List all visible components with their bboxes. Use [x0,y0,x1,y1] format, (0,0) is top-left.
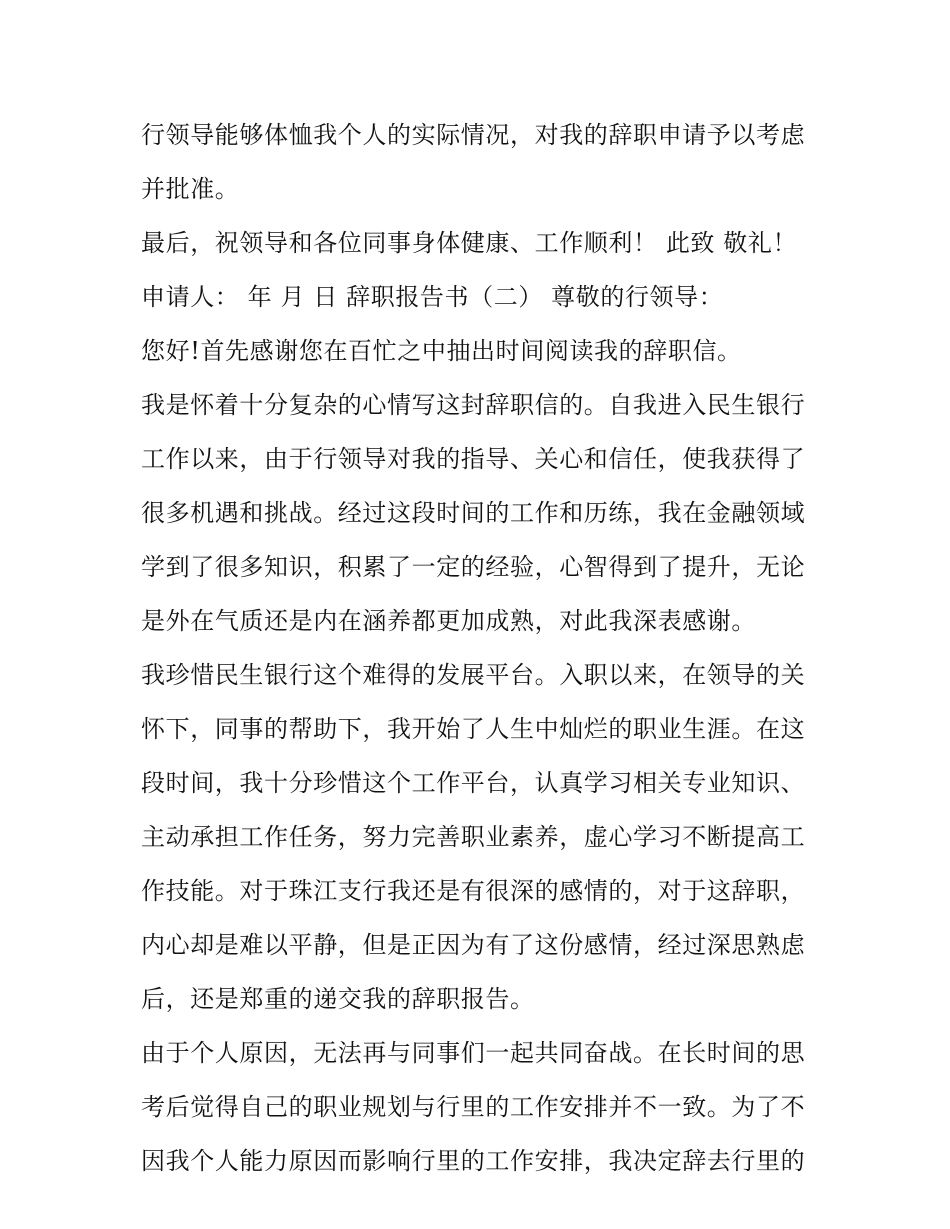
text-line: 考后觉得自己的职业规划与行里的工作安排并不一致。为了不 [141,1093,806,1121]
text-line: 最后，祝领导和各位同事身体健康、工作顺利！ 此致 敬礼！ [141,229,798,257]
text-line: 申请人： 年 月 日 辞职报告书（二） 尊敬的行领导： [141,283,724,311]
text-line: 由于个人原因，无法再与同事们一起共同奋战。在长时间的思 [141,1039,806,1067]
text-line: 您好!首先感谢您在百忙之中抽出时间阅读我的辞职信。 [141,337,742,365]
text-line: 后，还是郑重的递交我的辞职报告。 [141,985,535,1013]
text-line: 工作以来，由于行领导对我的指导、关心和信任，使我获得了 [141,445,806,473]
text-line: 内心却是难以平静，但是正因为有了这份感情，经过深思熟虑 [141,931,806,959]
text-line: 作技能。对于珠江支行我还是有很深的感情的，对于这辞职， [141,877,806,905]
text-line: 我是怀着十分复杂的心情写这封辞职信的。自我进入民生银行 [141,391,806,419]
text-line: 是外在气质还是内在涵养都更加成熟，对此我深表感谢。 [141,607,756,635]
text-line: 很多机遇和挑战。经过这段时间的工作和历练，我在金融领域 [141,499,806,527]
text-line: 因我个人能力原因而影响行里的工作安排，我决定辞去行里的 [141,1147,806,1175]
text-line: 并批准。 [141,175,240,203]
text-line: 行领导能够体恤我个人的实际情况，对我的辞职申请予以考虑 [141,121,806,149]
text-line: 主动承担工作任务，努力完善职业素养，虚心学习不断提高工 [141,823,806,851]
text-line: 段时间，我十分珍惜这个工作平台，认真学习相关专业知识、 [141,769,806,797]
text-line: 学到了很多知识，积累了一定的经验，心智得到了提升，无论 [141,553,806,581]
body-text [141,108,821,1188]
text-line: 我珍惜民生银行这个难得的发展平台。入职以来，在领导的关 [141,661,806,689]
text-line: 怀下，同事的帮助下，我开始了人生中灿烂的职业生涯。在这 [141,715,806,743]
